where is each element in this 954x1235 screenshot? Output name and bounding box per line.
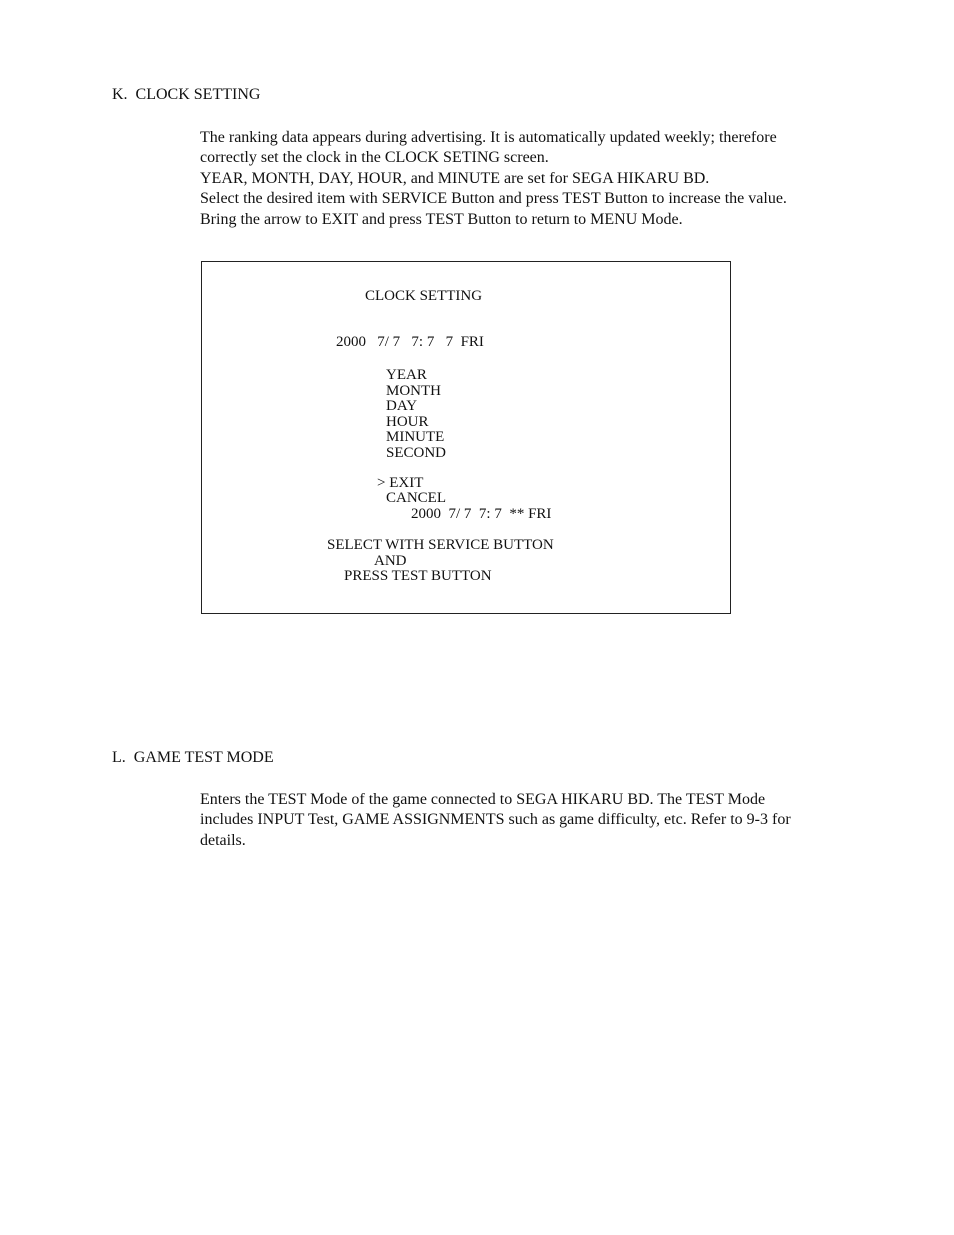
menu-item-exit: > EXIT: [377, 475, 424, 491]
pending-datetime: 2000 7/ 7 7: 7 ** FRI: [411, 506, 552, 522]
paragraph-line: Select the desired item with SERVICE Button and press TEST Button to increase the value.: [200, 190, 787, 208]
instruction-line-3: PRESS TEST BUTTON: [344, 568, 492, 584]
menu-item-day: DAY: [386, 398, 418, 414]
screen-title: CLOCK SETTING: [365, 288, 483, 304]
menu-item-minute: MINUTE: [386, 429, 445, 445]
instruction-line-1: SELECT WITH SERVICE BUTTON: [327, 537, 554, 553]
paragraph-line: includes INPUT Test, GAME ASSIGNMENTS such as game difficulty, etc. Refer to 9-3 for: [200, 811, 791, 829]
section-k-paragraph: [200, 128, 850, 230]
paragraph-line: correctly set the clock in the CLOCK SETING screen.: [200, 149, 549, 167]
section-l-paragraph: [200, 790, 850, 851]
paragraph-line: The ranking data appears during advertising. It is automatically updated weekly; therefore: [200, 129, 777, 146]
instruction-line-2: AND: [374, 553, 407, 569]
section-k-heading: K. CLOCK SETTING: [112, 86, 261, 103]
current-datetime: 2000 7/ 7 7: 7 7 FRI: [336, 334, 484, 350]
clock-setting-screen: [201, 261, 731, 614]
menu-item-month: MONTH: [386, 382, 441, 399]
paragraph-line: Bring the arrow to EXIT and press TEST Button to return to MENU Mode.: [200, 210, 683, 228]
section-l-heading: L. GAME TEST MODE: [112, 749, 274, 766]
paragraph-line: Enters the TEST Mode of the game connected to SEGA HIKARU BD. The TEST Mode: [200, 791, 766, 808]
paragraph-line: YEAR, MONTH, DAY, HOUR, and MINUTE are set for SEGA HIKARU BD.: [200, 169, 710, 187]
menu-item-year: YEAR: [386, 367, 427, 383]
clock-item-list: [386, 368, 446, 461]
menu-item-cancel: CANCEL: [386, 490, 446, 506]
menu-item-second: SECOND: [386, 444, 447, 461]
menu-item-hour: HOUR: [386, 413, 429, 430]
paragraph-line: details.: [200, 831, 246, 849]
